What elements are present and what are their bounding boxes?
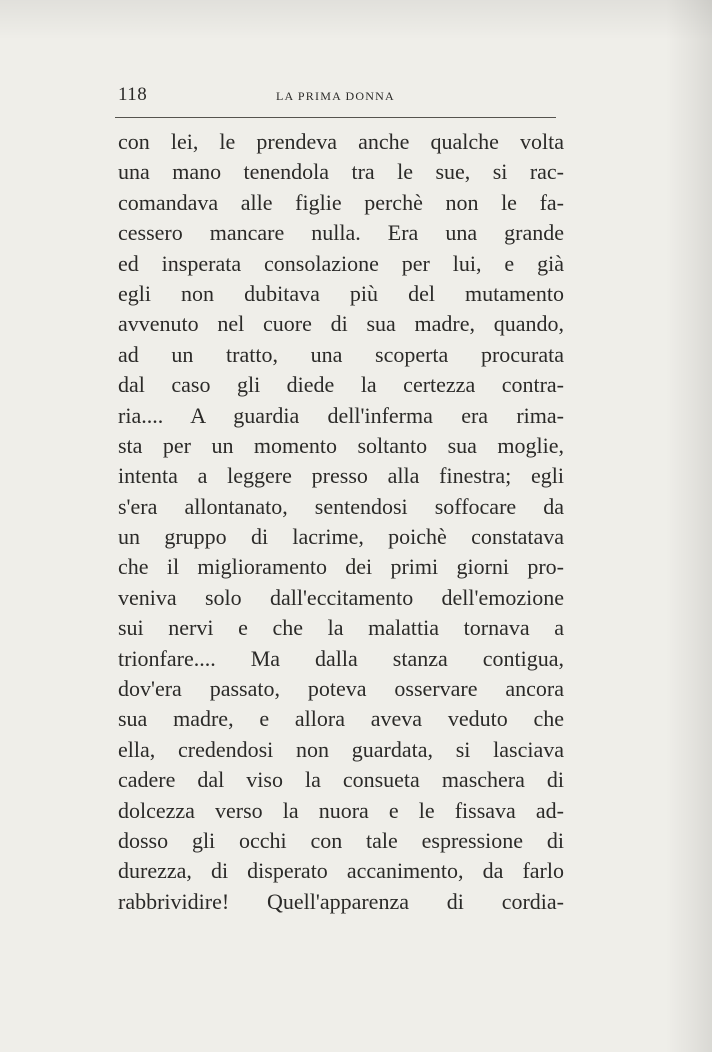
text-line: egli non dubitava più del mutamento xyxy=(118,280,564,306)
page-header xyxy=(118,84,558,108)
text-line: un gruppo di lacrime, poichè constatava xyxy=(118,524,564,550)
text-line: intenta a leggere presso alla finestra; egli xyxy=(118,463,564,489)
text-line: ad un tratto, una scoperta procurata xyxy=(118,341,564,367)
body-text xyxy=(118,127,564,917)
text-line: che il miglioramento dei primi giorni pro- xyxy=(118,554,564,580)
text-line: trionfare.... Ma dalla stanza contigua, xyxy=(118,645,564,671)
text-line: ed insperata consolazione per lui, e già xyxy=(118,250,564,276)
text-line: con lei, le prendeva anche qualche volta xyxy=(118,129,564,154)
text-line: rabbrividire! Quell'apparenza di cordia- xyxy=(118,888,564,914)
text-line: dov'era passato, poteva osservare ancora xyxy=(118,676,564,702)
text-line: s'era allontanato, sentendosi soffocare da xyxy=(118,493,564,519)
header-rule xyxy=(115,117,556,118)
text-line: comandava alle figlie perchè non le fa- xyxy=(118,189,564,215)
text-line: sua madre, e allora aveva veduto che xyxy=(118,706,564,732)
text-line: avvenuto nel cuore di sua madre, quando, xyxy=(118,311,564,337)
text-line: ria.... A guardia dell'inferma era rima- xyxy=(118,402,564,428)
text-line: ella, credendosi non guardata, si lasciava xyxy=(118,736,564,762)
text-line: dolcezza verso la nuora e le fissava ad- xyxy=(118,797,564,823)
text-line: durezza, di disperato accanimento, da farlo xyxy=(118,858,564,884)
page-top-shadow xyxy=(0,0,712,40)
text-line: veniva solo dall'eccitamento dell'emozione xyxy=(118,584,564,610)
page-edge-shadow xyxy=(666,0,712,1052)
text-line: una mano tenendola tra le sue, si rac- xyxy=(118,159,564,185)
text-line: cessero mancare nulla. Era una grande xyxy=(118,220,564,246)
text-line: sta per un momento soltanto sua moglie, xyxy=(118,432,564,458)
text-line: cadere dal viso la consueta maschera di xyxy=(118,767,564,793)
running-title: LA PRIMA DONNA xyxy=(276,89,395,103)
text-line: dal caso gli diede la certezza contra- xyxy=(118,372,564,398)
text-line: sui nervi e che la malattia tornava a xyxy=(118,615,564,641)
page-number: 118 xyxy=(118,84,148,105)
text-line: dosso gli occhi con tale espressione di xyxy=(118,827,564,853)
